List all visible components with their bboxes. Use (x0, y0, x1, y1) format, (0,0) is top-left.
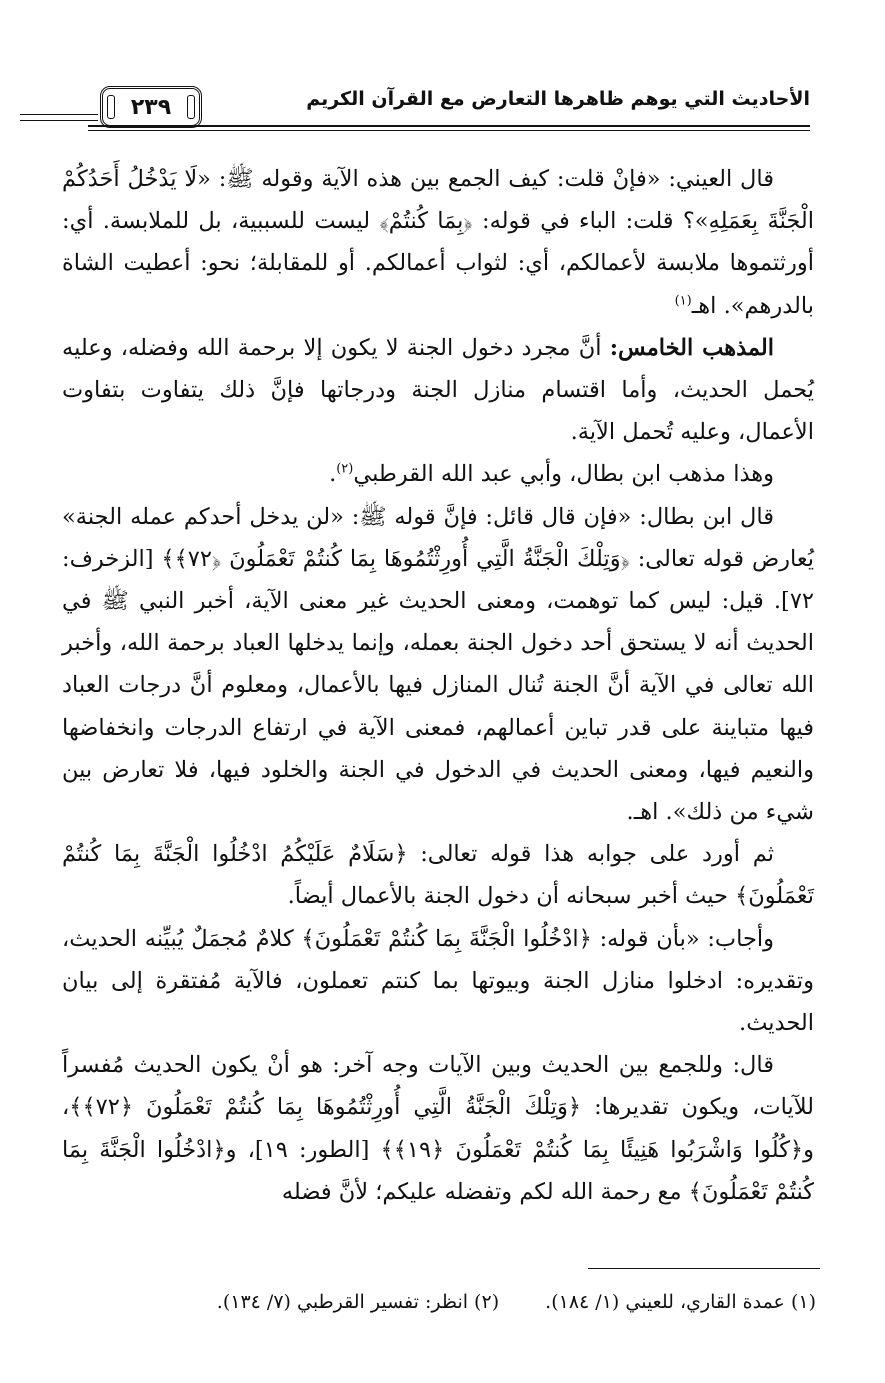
paragraph-5: ثم أورد على جوابه هذا قوله تعالى: ﴿سَلَامٌ عَلَيْكُمُ ادْخُلُوا الْجَنَّةَ بِمَا كُنتُمْ تَعْمَلُونَ﴾ حيث أخبر سبحانه أن دخول الجنة بالأعمال أيضاً. (62, 841, 814, 910)
footnote-1: (١) عمدة القاري، للعيني (١/ ١٨٤). (545, 1291, 816, 1313)
paragraph-3 (62, 453, 814, 495)
paragraph-1-text: قال العيني: «فإنْ قلت: كيف الجمع بين هذه الآية وقوله ﷺ: «لَا يَدْخُلُ أَحَدُكُمْ الْجَنَّةَ بِعَمَلِهِ»؟ قلت: الباء في قوله: ﴿بِمَا كُنتُمْ﴾ ليست للسببية، بل للملابسة. أي: أورثتموها ملابسة لأعمالكم، أي: لثواب أعمالكم. أو للمقابلة؛ نحو: أعطيت الشاة بالدرهم». اهـ (62, 166, 814, 319)
paragraph-2 (62, 327, 814, 454)
page-number: ٢٣٩ (100, 86, 202, 128)
page-body (62, 158, 814, 1213)
footnote-rule (588, 1268, 820, 1269)
footnote-ref-1: (١) (674, 293, 692, 309)
footnote-ref-2: (٢) (336, 461, 354, 477)
footnotes (60, 1288, 816, 1316)
header-rule-thin (88, 130, 810, 131)
paragraph-2-text: أنَّ مجرد دخول الجنة لا يكون إلا برحمة الله وفضله، وعليه يُحمل الحديث، وأما اقتسام منازل الجنة ودرجاتها فإنَّ ذلك يتفاوت بتفاوت الأعمال، وعليه تُحمل الآية. (62, 334, 814, 446)
footnote-2: (٢) انظر: تفسير القرطبي (٧/ ١٣٤). (216, 1291, 500, 1313)
paragraph-1 (62, 158, 814, 327)
paragraph-3-end: . (329, 461, 337, 488)
paragraph-7: قال: وللجمع بين الحديث وبين الآيات وجه آخر: هو أنْ يكون الحديث مُفسراً للآيات، ويكون تقديرها: ﴿وَتِلْكَ الْجَنَّةُ الَّتِي أُورِثْتُمُوهَا بِمَا كُنتُمْ تَعْمَلُونَ ﴿٧٢﴾﴾، و﴿كُلُوا وَاشْرَبُوا هَنِيئًا بِمَا كُنتُمْ تَعْمَلُونَ ﴿١٩﴾﴾ [الطور: ١٩]، و﴿ادْخُلُوا الْجَنَّةَ بِمَا كُنتُمْ تَعْمَلُونَ﴾ مع رحمة الله لكم وتفضله عليكم؛ لأنَّ فضله (62, 1052, 814, 1205)
paragraph-3-text: وهذا مذهب ابن بطال، وأبي عبد الله القرطبي (353, 461, 774, 488)
header-ornament-lines (20, 114, 98, 126)
paragraph-6: وأجاب: «بأن قوله: ﴿ادْخُلُوا الْجَنَّةَ بِمَا كُنتُمْ تَعْمَلُونَ﴾ كلامٌ مُجمَلٌ يُبيِّنه الحديث، وتقديره: ادخلوا منازل الجنة وبيوتها بما كنتم تعملون، فالآية مُفتقرة إلى بيان الحديث. (62, 925, 814, 1037)
paragraph-2-heading: المذهب الخامس: (609, 334, 774, 361)
header-rule (88, 125, 810, 127)
running-title: الأحاديث التي يوهم ظاهرها التعارض مع القرآن الكريم (306, 88, 810, 110)
paragraph-4: قال ابن بطال: «فإن قال قائل: فإنَّ قوله ﷺ: «لن يدخل أحدكم عمله الجنة» يُعارض قوله تعالى: ﴿وَتِلْكَ الْجَنَّةُ الَّتِي أُورِثْتُمُوهَا بِمَا كُنتُمْ تَعْمَلُونَ ﴿٧٢﴾﴾ [الزخرف: ٧٢]. قيل: ليس كما توهمت، ومعنى الحديث غير معنى الآية، أخبر النبي ﷺ في الحديث أنه لا يستحق أحد دخول الجنة بعمله، وإنما يدخلها العباد برحمة الله، وأخبر الله تعالى في الآية أنَّ الجنة تُنال المنازل فيها بالأعمال، ومعلوم أنَّ درجات العباد فيها متباينة على قدر تباين أعمالهم، فمعنى الآية في ارتفاع الدرجات وانخفاضها والنعيم فيها، ومعنى الحديث في الدخول في الجنة والخلود فيها، فلا تعارض بين شيء من ذلك». اهـ. (62, 503, 814, 826)
